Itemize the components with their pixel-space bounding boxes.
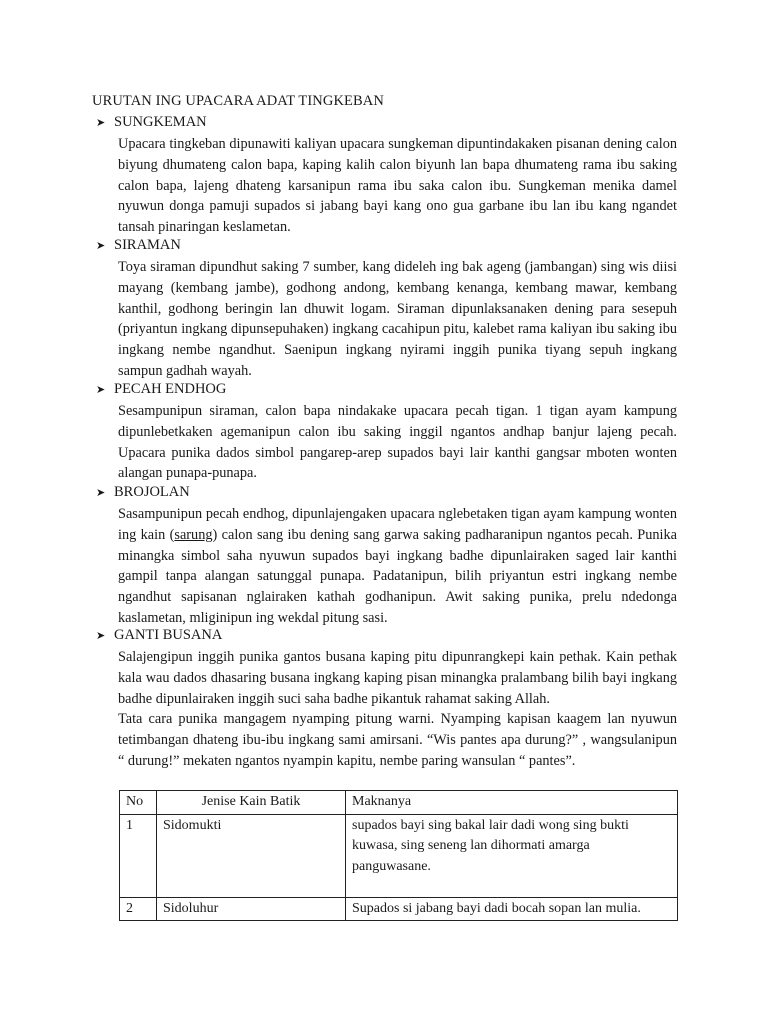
underlined-word: sarung	[174, 526, 213, 543]
section-heading-sungkeman	[96, 114, 207, 131]
table-header-name: Jenise Kain Batik	[157, 791, 346, 815]
table-cell-name: Sidoluhur	[157, 897, 346, 921]
section-paragraph: Toya siraman dipundhut saking 7 sumber, kang dideleh ing bak ageng (jambangan) sing wis diisi mayang (kembang jambe), godhong andong, kembang kenanga, kembang mawar, kembang kanthil, godhong beringin lan dhuwit logam. Siraman dipunlaksanaken dening para sesepuh (priyantun ingkang dipunsepuhaken) ingkang cacahipun pitu, kalebet rama kaliyan ibu saking ibu ingkang nembe ngandhut. Saenipun ingkang nyirami inggih punika tiyang sepuh ingkang sampun gadhah wayah.	[118, 259, 677, 379]
section-heading-label: GANTI BUSANA	[114, 627, 223, 643]
table-header-meaning: Maknanya	[346, 791, 678, 815]
batik-table	[119, 790, 678, 921]
arrow-bullet-icon: ➤	[96, 116, 106, 129]
section-heading-label: PECAH ENDHOG	[114, 381, 227, 397]
section-paragraph: Upacara tingkeban dipunawiti kaliyan upacara sungkeman dipuntindakaken pisanan dening calon biyung dhumateng calon bapa, kaping kalih calon biyunh lan bapa dhumateng rama ibu saking calon bapa, lajeng dhateng karsanipun rama ibu saka calon ibu. Sungkeman menika damel nyuwun donga pamuji supados si jabang bayi kang ono gua garbane ibu lan ibu kang ngandet tansah pinaringan keslametan.	[118, 136, 677, 236]
table-header-no: No	[120, 791, 157, 815]
table-row	[120, 814, 678, 897]
table-cell-no: 1	[120, 814, 157, 897]
section-heading-brojolan	[96, 484, 190, 501]
section-heading-label: SUNGKEMAN	[114, 114, 207, 130]
table-cell-name: Sidomukti	[157, 814, 346, 897]
table-row	[120, 897, 678, 921]
section-heading-ganti-busana	[96, 627, 222, 644]
table-cell-meaning: Supados si jabang bayi dadi bocah sopan lan mulia.	[346, 897, 678, 921]
arrow-bullet-icon: ➤	[96, 239, 106, 252]
arrow-bullet-icon: ➤	[96, 383, 106, 396]
section-paragraph	[118, 504, 677, 629]
section-paragraph: Salajengipun inggih punika gantos busana kaping pitu dipunrangkepi kain pethak. Kain pethak kala wau dados dhasaring busana ingkang kaping pisan minangka pralambang bilih bayi ingkang badhe dipunlairaken inggih suci saha badhe pikantuk rahamat saking Allah.	[118, 649, 677, 707]
table-cell-meaning: supados bayi sing bakal lair dadi wong sing bukti kuwasa, sing seneng lan dihormati amarga panguwasane.	[346, 814, 678, 897]
section-heading-label: BROJOLAN	[114, 484, 190, 500]
document-title: URUTAN ING UPACARA ADAT TINGKEBAN	[92, 93, 384, 109]
table-header-row	[120, 791, 678, 815]
table-cell-no: 2	[120, 897, 157, 921]
section-heading-label: SIRAMAN	[114, 237, 181, 253]
paragraph-text: Sasampunipun pecah endhog, dipunlajengaken upacara nglebetaken tigan ayam kampung wonten ing kain (	[118, 506, 677, 543]
section-heading-pecah-endhog	[96, 381, 226, 398]
section-paragraph: Tata cara punika mangagem nyamping pitung warni. Nyamping kapisan kaagem lan nyuwun tetimbangan dhateng ibu-ibu ingkang sami amirsani. “Wis pantes apa durung?” , wangsulanipun “ durung!” mekaten ngantos nyampin kapitu, nembe paring wansulan “ pantes”.	[118, 711, 677, 769]
paragraph-text: ) calon sang ibu dening sang garwa saking padharanipun ngantos pecah. Punika minangka simbol saha nyuwun supados bayi ingkang badhe dipunlairaken saged lair kanthi gampil tanpa alangan satunggal punapa. Padatanipun, bilih priyantun estri ingkang nembe ngandhut sapisanan nglairaken kathah godhanipun. Awit saking punika, prelu ndedonga kaslametan, mliginipun ing wekdal pitung sasi.	[118, 526, 677, 626]
arrow-bullet-icon: ➤	[96, 486, 106, 499]
arrow-bullet-icon: ➤	[96, 629, 106, 642]
section-paragraph: Sesampunipun siraman, calon bapa nindakake upacara pecah tigan. 1 tigan ayam kampung dipunlebetkaken agemanipun calon ibu saking inggil ngantos andhap banjur lajeng pecah. Upacara punika dados simbol pangarep-arep supados bayi lair kanthi gangsar mboten wonten alangan punapa-punapa.	[118, 403, 677, 482]
section-heading-siraman	[96, 237, 181, 254]
